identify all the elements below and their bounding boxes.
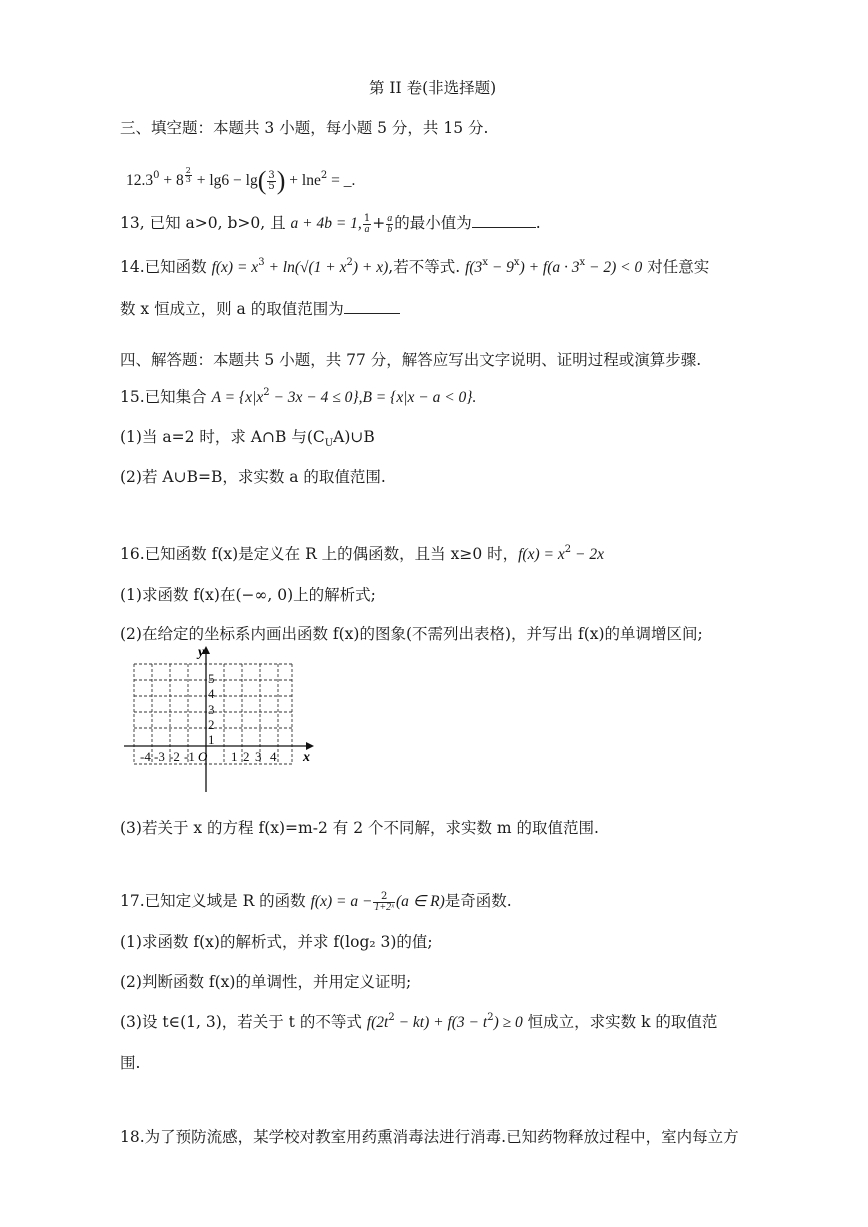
question-17-part1: (1)求函数 f(x)的解析式，并求 f(log₂ 3)的值; <box>120 933 433 951</box>
question-16-part3: (3)若关于 x 的方程 f(x)=m-2 有 2 个不同解，求实数 m 的取值范围. <box>120 819 599 837</box>
question-13: 13, 已知 a>0, b>0, 且 a + 4b = 1, $\frac{1}{a}$ + $\frac{a}{b}$ 的最小值为 . <box>120 212 541 235</box>
x-tick-1: 1 <box>231 749 238 764</box>
section-title: 第 II 卷(非选择题) <box>369 79 497 97</box>
question-17-part2: (2)判断函数 f(x)的单调性，并用定义证明; <box>120 973 412 991</box>
x-tick-3: 3 <box>255 749 262 764</box>
x-tick-neg1: -1 <box>184 749 195 764</box>
question-15: 15.已知集合 $A = \{x|x^2 - 3x - 4 \le 0\},B = \{x|x - a < 0\}$. <box>120 387 477 406</box>
y-tick-5: 5 <box>208 671 215 686</box>
origin-label: O <box>198 749 208 764</box>
question-18: 18.为了预防流感，某学校对教室用药熏消毒法进行消毒.已知药物释放过程中，室内每立方 <box>120 1128 739 1146</box>
question-17-part3: (3)设 t∈(1, 3)，若关于 t 的不等式 $f(2t^2 - kt) + f(3 - t^2) \ge 0$ 恒成立，求实数 k 的取值范 <box>120 1012 718 1031</box>
coordinate-grid <box>120 640 320 800</box>
x-axis-label: x <box>303 750 310 765</box>
answer-blank <box>472 213 536 228</box>
x-axis-arrow <box>306 742 314 750</box>
x-tick-neg2: -2 <box>169 749 180 764</box>
question-16: 16.已知函数 f(x)是定义在 R 上的偶函数，且当 x≥0 时，$f(x) = x^2 - 2x$ <box>120 544 604 563</box>
y-tick-3: 3 <box>208 702 215 717</box>
x-tick-neg4: -4 <box>140 749 151 764</box>
question-16-part2: (2)在给定的坐标系内画出函数 f(x)的图象(不需列出表格)，并写出 f(x)的单调增区间; <box>120 625 703 643</box>
question-14-line2: 数 x 恒成立，则 a 的取值范围为 <box>120 299 400 319</box>
question-17: 17.已知定义域是 R 的函数 f(x) = a − $\frac{2}{\text{1+2ˣ}}$ (a ∈ R)是奇函数. <box>120 890 512 913</box>
question-12: $12.3^0 + 8$ $^{\frac{2}{3}}$ + lg6 − lg( $\frac{3}{5}$ ) + lne$^2$ = _. <box>126 166 356 195</box>
question-14-line1: 14.已知函数 $f(x) = x^3 + \ln(√(1 + x^2) + x)$,若不等式. $f(3^x - 9^x) + f(a \cdot 3^x - 2) < 0$ 对任意实 <box>120 257 710 276</box>
y-tick-2: 2 <box>208 717 215 732</box>
x-tick-2: 2 <box>243 749 250 764</box>
answer-blank <box>344 299 400 314</box>
y-tick-1: 1 <box>208 732 215 747</box>
x-tick-neg3: -3 <box>154 749 165 764</box>
y-tick-4: 4 <box>208 686 215 701</box>
x-tick-4: 4 <box>270 749 277 764</box>
question-15-part1: (1)当 a=2 时，求 A∩B 与$(C_UA)\cup B$ <box>120 428 375 449</box>
question-17-part3-line2: 围. <box>120 1054 141 1072</box>
part3-header: 三、填空题：本题共 3 小题，每小题 5 分，共 15 分. <box>120 119 489 137</box>
question-15-part2: (2)若 A∪B=B，求实数 a 的取值范围. <box>120 468 386 486</box>
question-16-part1: (1)求函数 f(x)在(−∞, 0)上的解析式; <box>120 586 376 604</box>
y-axis-label: y <box>198 645 205 660</box>
part4-header: 四、解答题：本题共 5 小题，共 77 分，解答应写出文字说明、证明过程或演算步骤. <box>120 351 702 369</box>
